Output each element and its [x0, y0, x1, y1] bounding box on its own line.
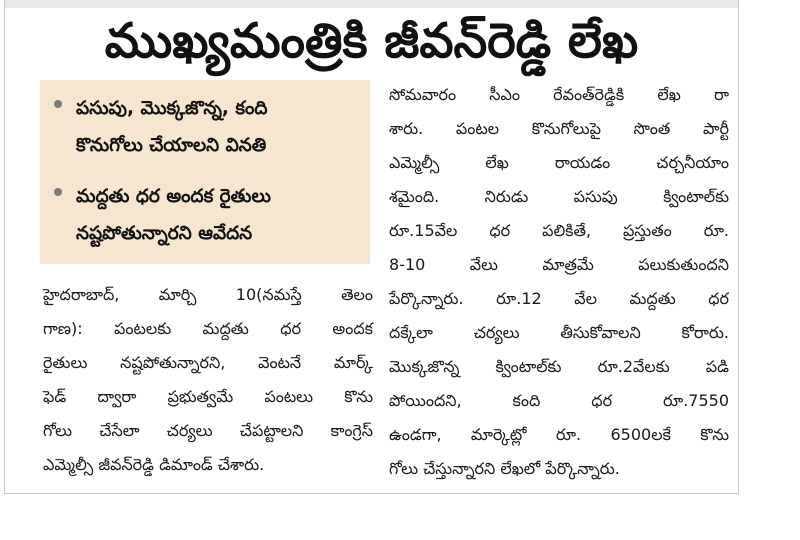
- highlight-line: కొనుగోలు చేయాలని వినతి: [76, 135, 267, 156]
- news-clipping: [4, 0, 739, 494]
- body-line: గాణ): పంటలకు మద్దతు ధర అందక: [43, 319, 373, 338]
- bullet-icon: [54, 100, 62, 108]
- body-line: పేర్కొన్నారు. రూ.12 వేల మద్దతు ధర: [389, 289, 729, 308]
- body-line: గోలు చేస్తున్నారని లేఖలో పేర్కొన్నారు.: [389, 459, 620, 478]
- body-line: శారు. పంటల కొనుగోలుపై సొంత పార్టీ: [389, 119, 729, 138]
- highlights-box: [40, 80, 370, 264]
- body-line: ఉండగా, మార్కెట్లో రూ. 6500లకే కొను: [389, 425, 729, 444]
- bullet-icon: [54, 188, 62, 196]
- body-line: 8-10 వేలు మాత్రమే పలుకుతుందని: [389, 255, 729, 274]
- highlight-item: [50, 178, 362, 252]
- body-line: మొక్కజొన్న క్వింటాల్‌కు రూ.2వేలకు పడి: [389, 357, 729, 376]
- body-line: ఫెడ్ ద్వారా ప్రభుత్వమే పంటలు కొను: [43, 387, 373, 406]
- top-edge-strip: [5, 0, 738, 8]
- body-line: సోమవారం సీఎం రేవంత్‌రెడ్డికి లేఖ రా: [389, 85, 729, 104]
- highlight-line: పసుపు, మొక్కజొన్న, కంది: [76, 98, 268, 119]
- body-line: రూ.15వేల ధర పలికితే, ప్రస్తుతం రూ.: [389, 221, 729, 240]
- body-line: పోయిందని, కంది ధర రూ.7550: [389, 391, 729, 410]
- body-line: ఎమ్మెల్సీ జీవన్‌రెడ్డి డిమాండ్ చేశారు.: [43, 455, 265, 474]
- body-line: హైదరాబాద్, మార్చి 10(నమస్తే తెలం: [43, 285, 373, 304]
- body-column-right: [389, 78, 729, 486]
- highlight-line: నష్టపోతున్నారని ఆవేదన: [76, 223, 253, 244]
- body-line: గోలు చేసేలా చర్యలు చేపట్టాలని కాంగ్రెస్: [43, 421, 373, 440]
- highlight-item: [50, 90, 362, 164]
- headline: ముఖ్యమంత్రికి జీవన్‌రెడ్డి లేఖ: [104, 13, 639, 69]
- body-column-left: [43, 278, 373, 482]
- body-line: ఎమ్మెల్సీ లేఖ రాయడం చర్చనీయాం: [389, 153, 729, 172]
- body-line: దక్కేలా చర్యలు తీసుకోవాలని కోరారు.: [389, 323, 729, 342]
- body-line: శమైంది. నిరుడు పసుపు క్వింటాల్‌కు: [389, 187, 729, 206]
- body-line: రైతులు నష్టపోతున్నారని, వెంటనే మార్క్: [43, 353, 373, 372]
- highlight-line: మద్దతు ధర అందక రైతులు: [76, 186, 271, 207]
